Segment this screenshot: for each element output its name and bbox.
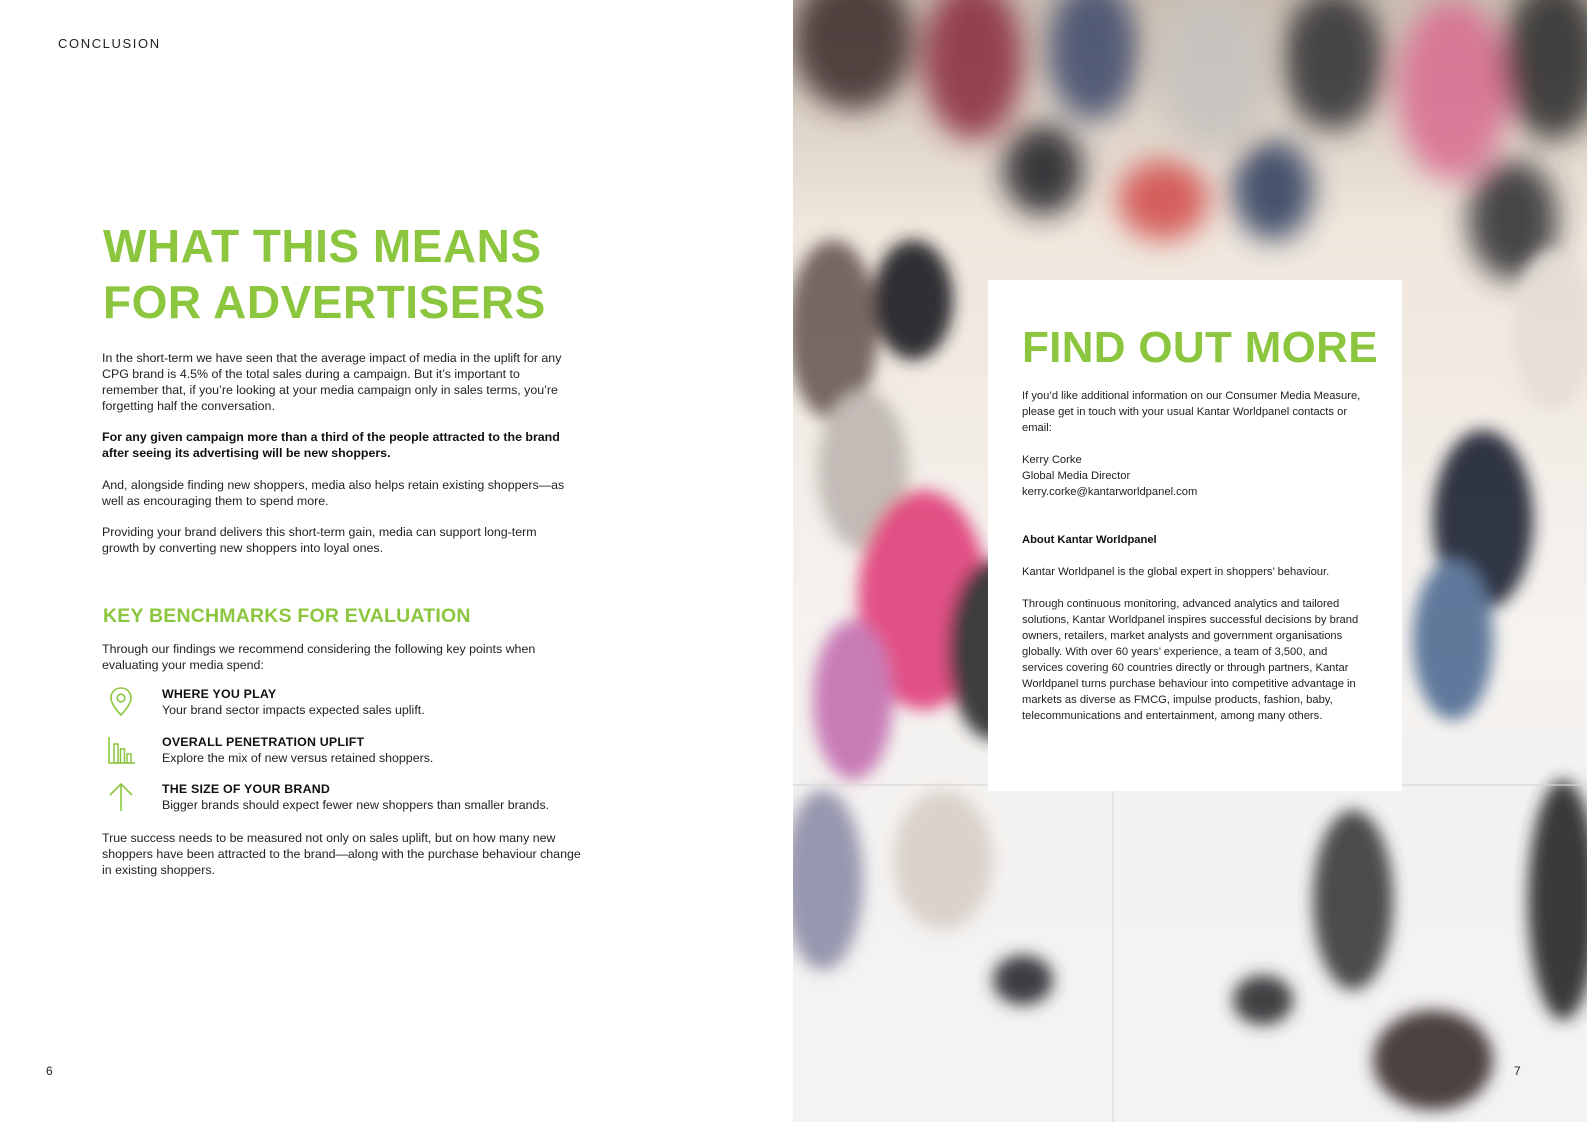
benchmark-title: OVERALL PENETRATION UPLIFT: [162, 735, 365, 749]
closing-paragraph: True success needs to be measured not only on sales uplift, but on how many new shoppers have been attracted to the brand—along with the purchase behaviour change in existing shoppers.: [102, 831, 581, 877]
contact-name: Kerry Corke: [1022, 454, 1082, 466]
contact-role: Global Media Director: [1022, 470, 1131, 482]
benchmark-item-penetration-uplift: [102, 734, 602, 774]
benchmarks-heading: KEY BENCHMARKS FOR EVALUATION: [103, 605, 471, 627]
arrow-up-icon: [106, 781, 136, 813]
about-heading: About Kantar Worldpanel: [1022, 534, 1157, 546]
key-finding-paragraph: For any given campaign more than a third of the people attracted to the brand after seeing its advertising will be new shoppers.: [102, 430, 560, 460]
benchmark-item-where-you-play: [102, 686, 602, 726]
retention-paragraph: And, alongside finding new shoppers, media also helps retain existing shoppers—as well as encouraging them to spend more.: [102, 478, 565, 508]
growth-paragraph: Providing your brand delivers this short-term gain, media can support long-term growth by converting new shoppers into loyal ones.: [102, 525, 537, 555]
page-number-left: 6: [46, 1064, 53, 1078]
benchmark-title: THE SIZE OF YOUR BRAND: [162, 782, 331, 796]
benchmark-description: Bigger brands should expect fewer new shoppers than smaller brands.: [162, 798, 550, 812]
page-title: [103, 218, 663, 330]
benchmarks-intro: Through our findings we recommend considering the following key points when evaluating your media spend:: [102, 642, 536, 672]
section-label: CONCLUSION: [58, 36, 161, 51]
intro-paragraph: In the short-term we have seen that the average impact of media in the uplift for any CPG brand is 4.5% of the total sales during a campaign. But it’s important to remember that, if you’re looking at your media campaign only in sales terms, you’re forgetting half the conversation.: [102, 351, 562, 413]
benchmark-item-brand-size: [102, 781, 602, 821]
page-number-right: 7: [1514, 1064, 1521, 1078]
left-page: [0, 0, 793, 1122]
bar-chart-icon: [106, 734, 136, 766]
page-title-line1: WHAT THIS MEANS: [103, 220, 542, 272]
find-out-more-card: [988, 280, 1402, 791]
benchmark-title: WHERE YOU PLAY: [162, 687, 277, 701]
card-intro: If you’d like additional information on our Consumer Media Measure, please get in touch with your usual Kantar Worldpanel contacts or email:: [1022, 390, 1361, 434]
about-description: Through continuous monitoring, advanced analytics and tailored solutions, Kantar Worldpanel inspires successful decisions by brand owners, retailers, market analysts and government organisations globally. With over 60 years’ experience, a team of 3,500, and services covering 60 countries directly or through partners, Kantar Worldpanel turns purchase behaviour into competitive advantage in markets as diverse as FMCG, impulse products, fashion, baby, telecommunications and entertainment, among many others.: [1022, 598, 1359, 722]
benchmark-description: Your brand sector impacts expected sales uplift.: [162, 703, 425, 717]
page-title-line2: FOR ADVERTISERS: [103, 276, 546, 328]
about-summary: Kantar Worldpanel is the global expert in shoppers’ behaviour.: [1022, 566, 1330, 578]
contact-email-link[interactable]: kerry.corke@kantarworldpanel.com: [1022, 486, 1198, 498]
benchmark-description: Explore the mix of new versus retained shoppers.: [162, 751, 434, 765]
card-heading: FIND OUT MORE: [1022, 323, 1378, 372]
location-pin-icon: [106, 686, 136, 718]
